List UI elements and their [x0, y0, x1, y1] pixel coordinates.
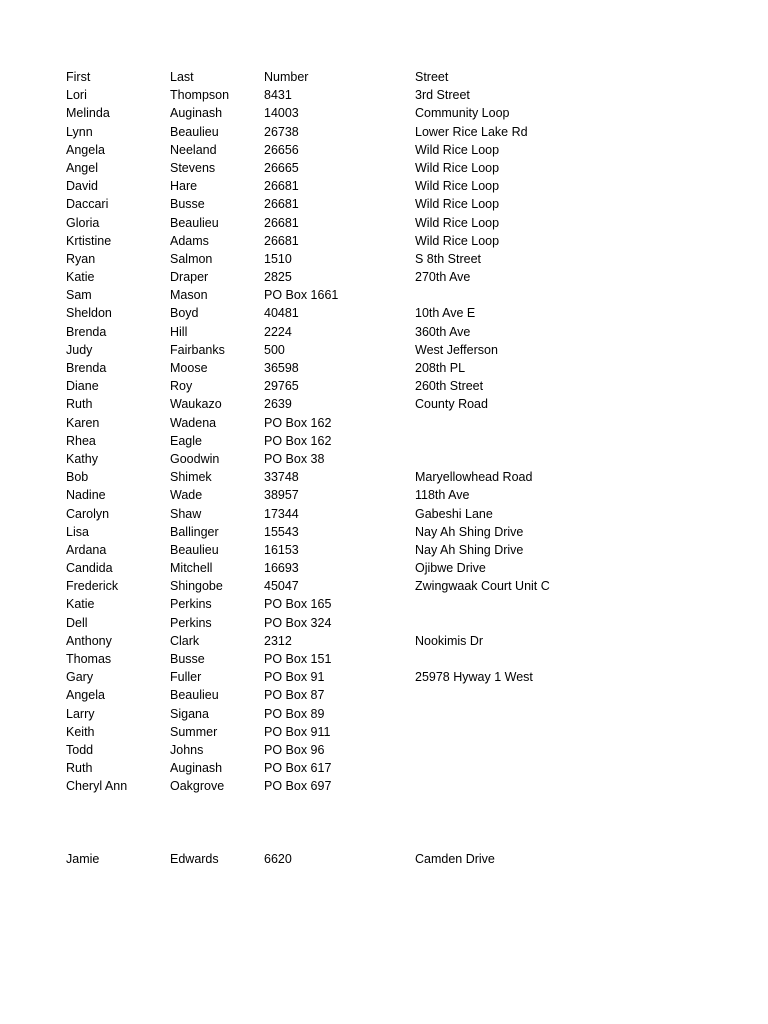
cell-last: Clark: [170, 633, 200, 648]
table-row: [66, 286, 706, 304]
cell-number: 16153: [264, 542, 299, 557]
cell-street: Wild Rice Loop: [415, 215, 500, 230]
table-row: [66, 250, 706, 268]
cell-last: Boyd: [170, 306, 199, 321]
cell-last: Sigana: [170, 706, 209, 721]
table-row: [66, 450, 706, 468]
cell-last: Moose: [170, 361, 208, 375]
cell-number: 29765: [264, 379, 299, 394]
cell-first: Bob: [66, 470, 89, 485]
cell-first: Dell: [66, 615, 88, 630]
cell-number: 26681: [264, 233, 299, 248]
cell-street: 360th Ave: [415, 324, 471, 339]
cell-first: Kathy: [66, 451, 98, 466]
cell-last: Draper: [170, 270, 209, 285]
cell-first: Brenda: [66, 324, 107, 339]
cell-last: Fairbanks: [170, 342, 225, 357]
cell-first: Todd: [66, 742, 94, 757]
cell-number: PO Box 162: [264, 433, 332, 448]
table-row: [66, 432, 706, 450]
table-row: [66, 850, 706, 868]
table-row: [66, 486, 706, 504]
table-row: [66, 541, 706, 559]
cell-number: 8431: [264, 88, 292, 103]
cell-number: PO Box 96: [264, 742, 325, 757]
cell-first: Cheryl Ann: [66, 779, 128, 794]
cell-street: Wild Rice Loop: [415, 179, 500, 194]
cell-first: Lisa: [66, 524, 89, 539]
cell-street: Ojibwe Drive: [415, 561, 486, 576]
table-row: [66, 323, 706, 341]
table-row: [66, 123, 706, 141]
cell-first: Rhea: [66, 433, 96, 448]
cell-last: Summer: [170, 724, 218, 739]
cell-number: 16693: [264, 561, 299, 576]
cell-street: West Jefferson: [415, 342, 498, 357]
cell-last: Mason: [170, 288, 208, 303]
table-row: [66, 104, 706, 122]
table-header-row: [66, 68, 706, 86]
cell-street: 208th PL: [415, 361, 466, 375]
cell-last: Shaw: [170, 506, 202, 521]
cell-first: Ardana: [66, 542, 107, 557]
cell-first: Carolyn: [66, 506, 110, 521]
cell-first: Angel: [66, 160, 98, 175]
cell-number: 33748: [264, 470, 299, 485]
cell-last: Eagle: [170, 433, 202, 448]
cell-last: Shimek: [170, 470, 212, 485]
table-row: [66, 632, 706, 650]
cell-number: 6620: [264, 852, 292, 867]
cell-first: Katie: [66, 270, 95, 285]
cell-first: Brenda: [66, 361, 107, 375]
table-row: [66, 559, 706, 577]
address-table: [66, 68, 706, 868]
table-row: [66, 232, 706, 250]
table-row: [66, 614, 706, 632]
cell-first: Angela: [66, 688, 105, 703]
cell-first: Krtistine: [66, 233, 112, 248]
cell-first: Angela: [66, 142, 105, 157]
cell-number: 1510: [264, 251, 292, 266]
cell-number: PO Box 911: [264, 724, 331, 739]
cell-first: Ruth: [66, 761, 93, 776]
table-row: [66, 141, 706, 159]
cell-first: Karen: [66, 415, 100, 430]
cell-first: Larry: [66, 706, 95, 721]
cell-last: Mitchell: [170, 561, 213, 576]
cell-first: Lynn: [66, 124, 93, 139]
cell-first: Judy: [66, 342, 93, 357]
cell-street: Lower Rice Lake Rd: [415, 124, 528, 139]
cell-number: PO Box 151: [264, 652, 332, 666]
cell-first: Frederick: [66, 579, 119, 594]
cell-last: Perkins: [170, 615, 212, 630]
table-row: [66, 723, 706, 741]
cell-number: 40481: [264, 306, 299, 321]
cell-street: S 8th Street: [415, 251, 482, 266]
cell-number: 500: [264, 342, 285, 357]
cell-last: Perkins: [170, 597, 212, 612]
cell-number: 2224: [264, 324, 292, 339]
table-row: [66, 159, 706, 177]
cell-first: Jamie: [66, 852, 100, 867]
table-row: [66, 214, 706, 232]
cell-last: Auginash: [170, 761, 223, 776]
cell-street: Community Loop: [415, 106, 510, 121]
cell-last: Johns: [170, 742, 204, 757]
cell-last: Neeland: [170, 142, 217, 157]
header-number: Number: [264, 70, 309, 84]
cell-first: Ruth: [66, 397, 93, 412]
table-row: [66, 341, 706, 359]
cell-number: 14003: [264, 106, 299, 121]
cell-last: Ballinger: [170, 524, 219, 539]
cell-first: Lori: [66, 88, 87, 103]
cell-number: PO Box 165: [264, 597, 332, 612]
cell-street: 270th Ave: [415, 270, 471, 285]
table-body: [66, 86, 706, 795]
cell-last: Hare: [170, 179, 198, 194]
cell-number: 15543: [264, 524, 299, 539]
cell-street: Nay Ah Shing Drive: [415, 524, 524, 539]
table-row: [66, 505, 706, 523]
cell-first: Melinda: [66, 106, 110, 121]
cell-number: PO Box 617: [264, 761, 332, 776]
cell-last: Beaulieu: [170, 124, 219, 139]
cell-street: Wild Rice Loop: [415, 233, 500, 248]
cell-last: Wadena: [170, 415, 217, 430]
cell-street: 25978 Hyway 1 West: [415, 670, 533, 685]
table-row: [66, 759, 706, 777]
table-row: [66, 595, 706, 613]
cell-last: Busse: [170, 652, 205, 666]
cell-first: Katie: [66, 597, 95, 612]
cell-first: Gary: [66, 670, 94, 685]
cell-first: Keith: [66, 724, 95, 739]
cell-street: 10th Ave E: [415, 306, 476, 321]
cell-first: Nadine: [66, 488, 106, 503]
cell-last: Roy: [170, 379, 193, 394]
cell-last: Beaulieu: [170, 215, 219, 230]
table-row: [66, 668, 706, 686]
cell-number: 36598: [264, 361, 299, 375]
cell-street: Zwingwaak Court Unit C: [415, 579, 550, 594]
cell-number: 26681: [264, 215, 299, 230]
cell-number: 26656: [264, 142, 299, 157]
cell-street: Nay Ah Shing Drive: [415, 542, 524, 557]
cell-last: Beaulieu: [170, 688, 219, 703]
cell-street: 3rd Street: [415, 88, 470, 103]
cell-last: Oakgrove: [170, 779, 225, 794]
cell-street: Maryellowhead Road: [415, 470, 533, 485]
cell-street: Nookimis Dr: [415, 633, 484, 648]
cell-first: Ryan: [66, 251, 96, 266]
cell-first: Anthony: [66, 633, 112, 648]
cell-street: 260th Street: [415, 379, 484, 394]
cell-number: 26681: [264, 197, 299, 212]
cell-first: Diane: [66, 379, 99, 394]
cell-first: David: [66, 179, 98, 194]
cell-first: Daccari: [66, 197, 109, 212]
table-row: [66, 177, 706, 195]
cell-number: 2825: [264, 270, 292, 285]
cell-number: 26665: [264, 160, 299, 175]
cell-first: Candida: [66, 561, 113, 576]
cell-number: PO Box 697: [264, 779, 332, 794]
header-street: Street: [415, 70, 449, 84]
table-row: [66, 195, 706, 213]
table-row: [66, 377, 706, 395]
cell-number: PO Box 324: [264, 615, 332, 630]
table-row: [66, 304, 706, 322]
cell-number: 2639: [264, 397, 292, 412]
cell-last: Adams: [170, 233, 209, 248]
cell-last: Wade: [170, 488, 203, 503]
cell-street: Camden Drive: [415, 852, 495, 867]
cell-first: Thomas: [66, 652, 112, 666]
blank-rows-gap: [66, 796, 706, 851]
cell-last: Edwards: [170, 852, 219, 867]
cell-number: PO Box 87: [264, 688, 325, 703]
table-row: [66, 777, 706, 795]
header-first: First: [66, 70, 91, 84]
cell-last: Stevens: [170, 160, 216, 175]
cell-number: PO Box 91: [264, 670, 325, 685]
table-row: [66, 359, 706, 377]
cell-last: Fuller: [170, 670, 202, 685]
header-last: Last: [170, 70, 194, 84]
cell-number: 17344: [264, 506, 299, 521]
cell-first: Sam: [66, 288, 92, 303]
cell-last: Waukazo: [170, 397, 222, 412]
cell-number: PO Box 38: [264, 451, 325, 466]
cell-last: Goodwin: [170, 451, 220, 466]
table-row: [66, 523, 706, 541]
cell-last: Shingobe: [170, 579, 223, 594]
cell-last: Thompson: [170, 88, 230, 103]
cell-last: Hill: [170, 324, 188, 339]
cell-number: 26738: [264, 124, 299, 139]
cell-street: Wild Rice Loop: [415, 160, 500, 175]
cell-number: 26681: [264, 179, 299, 194]
cell-last: Auginash: [170, 106, 223, 121]
cell-last: Salmon: [170, 251, 213, 266]
table-row: [66, 268, 706, 286]
table-row: [66, 468, 706, 486]
cell-street: Wild Rice Loop: [415, 197, 500, 212]
cell-last: Busse: [170, 197, 205, 212]
cell-number: PO Box 89: [264, 706, 325, 721]
cell-last: Beaulieu: [170, 542, 219, 557]
table-row: [66, 686, 706, 704]
cell-street: County Road: [415, 397, 488, 412]
cell-street: Gabeshi Lane: [415, 506, 493, 521]
cell-number: 45047: [264, 579, 299, 594]
table-row: [66, 577, 706, 595]
cell-number: 2312: [264, 633, 292, 648]
cell-street: Wild Rice Loop: [415, 142, 500, 157]
table-row: [66, 395, 706, 413]
cell-number: PO Box 162: [264, 415, 332, 430]
cell-first: Gloria: [66, 215, 100, 230]
table-row: [66, 650, 706, 668]
cell-first: Sheldon: [66, 306, 112, 321]
cell-number: PO Box 1661: [264, 288, 339, 303]
table-extra-rows: [66, 850, 706, 868]
table-row: [66, 705, 706, 723]
cell-street: 118th Ave: [415, 488, 470, 503]
cell-number: 38957: [264, 488, 299, 503]
table-row: [66, 741, 706, 759]
table-row: [66, 414, 706, 432]
table-row: [66, 86, 706, 104]
